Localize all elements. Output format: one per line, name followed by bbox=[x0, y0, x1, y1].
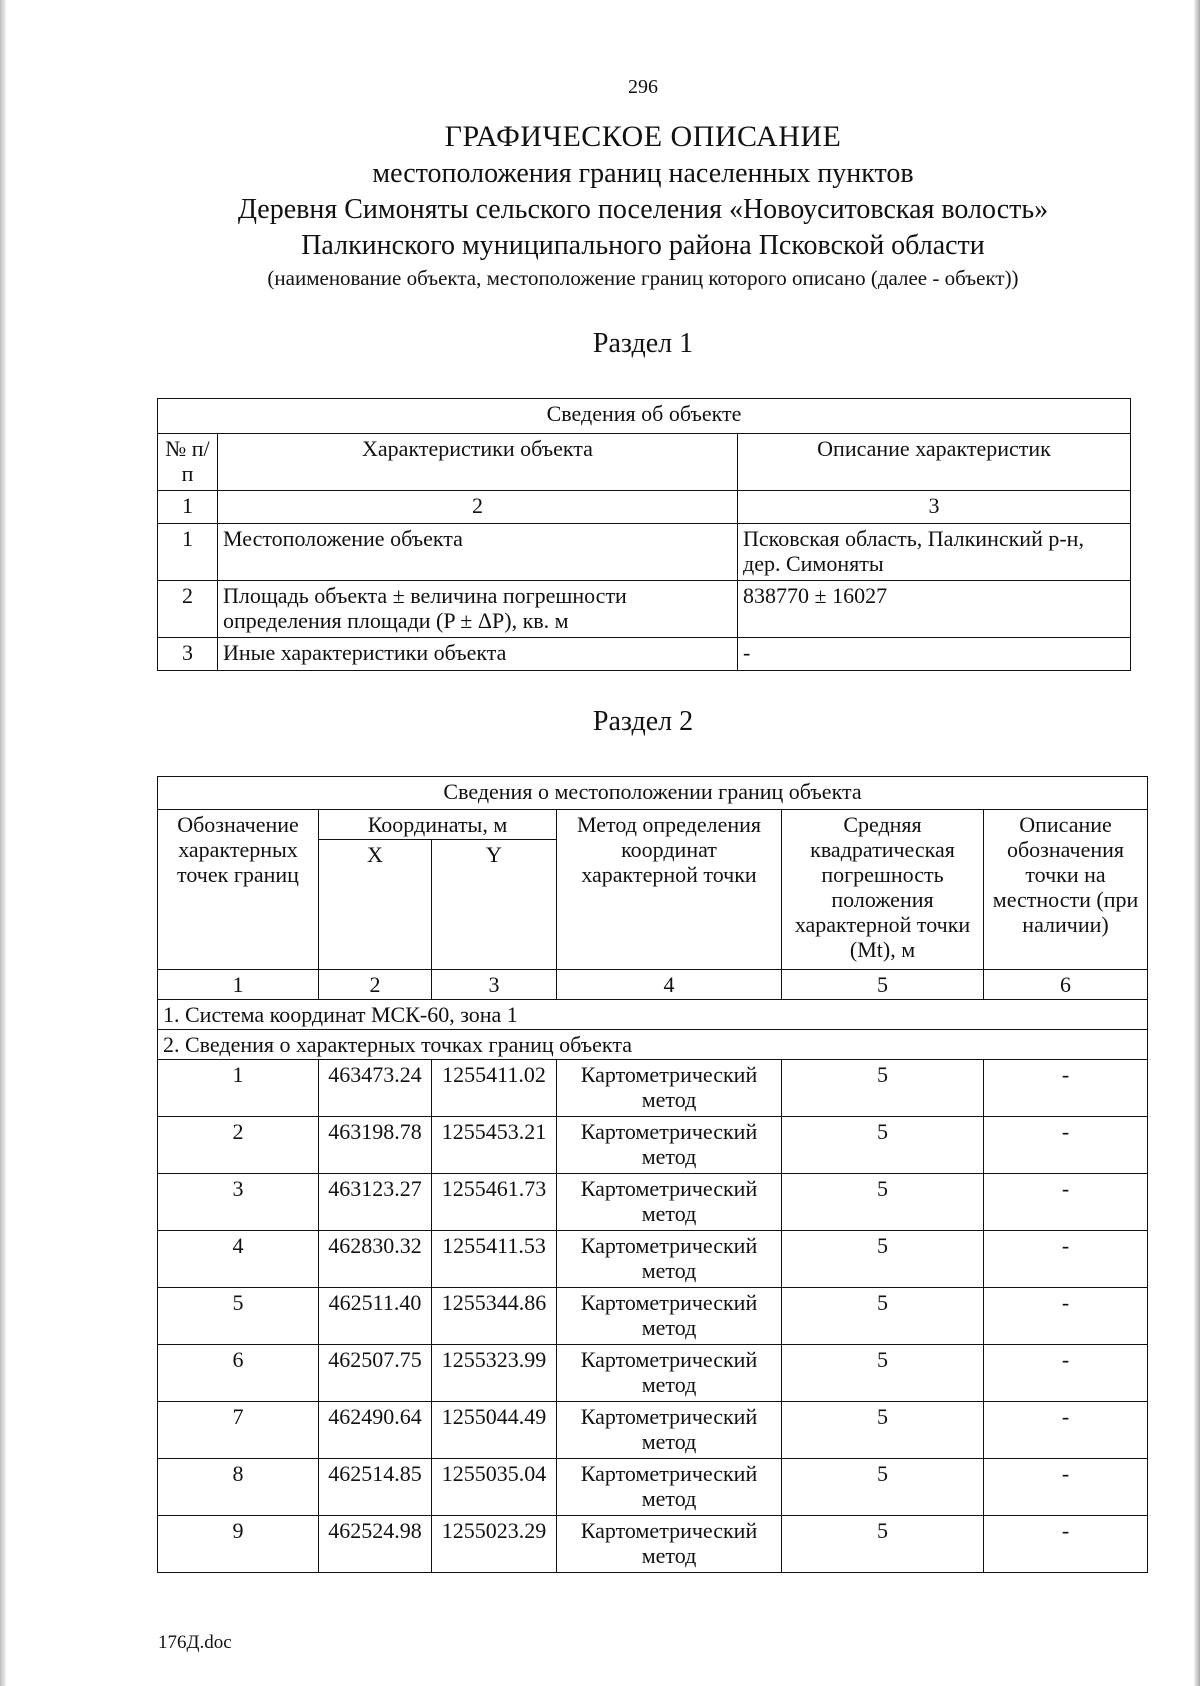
table-row bbox=[158, 524, 1131, 581]
table-row bbox=[158, 1459, 1148, 1516]
row-number: 2 bbox=[158, 581, 218, 638]
table-row bbox=[158, 638, 1131, 671]
point-method: Картометрический метод bbox=[557, 1288, 782, 1345]
document-title: ГРАФИЧЕСКОЕ ОПИСАНИЕ bbox=[444, 120, 842, 153]
point-x: 462830.32 bbox=[319, 1231, 432, 1288]
point-y: 1255461.73 bbox=[432, 1174, 557, 1231]
point-method: Картометрический метод bbox=[557, 1174, 782, 1231]
row-value: Псковская область, Палкинский р-н, дер. Симоняты bbox=[738, 524, 1131, 581]
point-error: 5 bbox=[782, 1288, 984, 1345]
point-number: 5 bbox=[158, 1288, 319, 1345]
header-method: Метод определения координат характерной точки bbox=[557, 810, 782, 970]
point-description: - bbox=[984, 1174, 1148, 1231]
point-method: Картометрический метод bbox=[557, 1402, 782, 1459]
row-value: - bbox=[738, 638, 1131, 671]
table-row bbox=[158, 1402, 1148, 1459]
header-error: Средняя квадратическая погрешность положения характерной точки (Mt), м bbox=[782, 810, 984, 970]
row-value: 838770 ± 16027 bbox=[738, 581, 1131, 638]
point-x: 462507.75 bbox=[319, 1345, 432, 1402]
point-x: 462524.98 bbox=[319, 1516, 432, 1573]
table-row bbox=[158, 1516, 1148, 1573]
column-number: 4 bbox=[557, 970, 782, 1000]
point-error: 5 bbox=[782, 1345, 984, 1402]
point-x: 462514.85 bbox=[319, 1459, 432, 1516]
point-number: 4 bbox=[158, 1231, 319, 1288]
footer-filename: 176Д.doc bbox=[158, 1632, 232, 1653]
title-block bbox=[0, 118, 1200, 292]
header-coordinates: Координаты, м bbox=[319, 810, 557, 840]
point-error: 5 bbox=[782, 1060, 984, 1117]
point-description: - bbox=[984, 1402, 1148, 1459]
point-error: 5 bbox=[782, 1117, 984, 1174]
point-y: 1255411.02 bbox=[432, 1060, 557, 1117]
point-number: 6 bbox=[158, 1345, 319, 1402]
point-y: 1255044.49 bbox=[432, 1402, 557, 1459]
point-number: 1 bbox=[158, 1060, 319, 1117]
point-description: - bbox=[984, 1516, 1148, 1573]
object-info-caption: Сведения об объекте bbox=[158, 399, 1131, 434]
point-error: 5 bbox=[782, 1516, 984, 1573]
subtitle-line-2: Деревня Симоняты сельского поселения «Новоуситовская волость» bbox=[237, 194, 1049, 225]
point-y: 1255023.29 bbox=[432, 1516, 557, 1573]
header-point: Обозначение характерных точек границ bbox=[158, 810, 319, 970]
point-description: - bbox=[984, 1288, 1148, 1345]
row-characteristic: Иные характеристики объекта bbox=[218, 638, 738, 671]
point-method: Картометрический метод bbox=[557, 1345, 782, 1402]
row-number: 1 bbox=[158, 524, 218, 581]
column-number: 2 bbox=[218, 491, 738, 524]
coordinate-system-row: 1. Система координат МСК-60, зона 1 bbox=[158, 1000, 1148, 1030]
point-description: - bbox=[984, 1117, 1148, 1174]
point-y: 1255453.21 bbox=[432, 1117, 557, 1174]
point-error: 5 bbox=[782, 1402, 984, 1459]
point-error: 5 bbox=[782, 1174, 984, 1231]
subtitle-note: (наименование объекта, местоположение границ которого описано (далее - объект)) bbox=[267, 266, 1019, 290]
point-error: 5 bbox=[782, 1231, 984, 1288]
point-y: 1255411.53 bbox=[432, 1231, 557, 1288]
header-x: X bbox=[319, 840, 432, 970]
point-description: - bbox=[984, 1231, 1148, 1288]
table-row bbox=[158, 1174, 1148, 1231]
point-y: 1255323.99 bbox=[432, 1345, 557, 1402]
table-row bbox=[158, 1345, 1148, 1402]
point-description: - bbox=[984, 1345, 1148, 1402]
point-method: Картометрический метод bbox=[557, 1231, 782, 1288]
point-number: 9 bbox=[158, 1516, 319, 1573]
row-characteristic: Площадь объекта ± величина погрешности определения площади (P ± ΔP), кв. м bbox=[218, 581, 738, 638]
header-point-description: Описание обозначения точки на местности (при наличии) bbox=[984, 810, 1148, 970]
column-number: 3 bbox=[432, 970, 557, 1000]
subtitle-line-3: Палкинского муниципального района Псковской области bbox=[301, 230, 985, 261]
point-number: 7 bbox=[158, 1402, 319, 1459]
point-description: - bbox=[984, 1459, 1148, 1516]
point-method: Картометрический метод bbox=[557, 1117, 782, 1174]
point-description: - bbox=[984, 1060, 1148, 1117]
point-number: 2 bbox=[158, 1117, 319, 1174]
header-description: Описание характеристик bbox=[738, 434, 1131, 491]
point-method: Картометрический метод bbox=[557, 1459, 782, 1516]
boundary-caption: Сведения о местоположении границ объекта bbox=[158, 777, 1148, 810]
subtitle-line-1: местоположения границ населенных пунктов bbox=[372, 158, 914, 189]
table-row bbox=[158, 1231, 1148, 1288]
table-row bbox=[158, 1060, 1148, 1117]
column-number: 2 bbox=[319, 970, 432, 1000]
point-y: 1255344.86 bbox=[432, 1288, 557, 1345]
object-info-table bbox=[157, 398, 1131, 671]
header-y: Y bbox=[432, 840, 557, 970]
point-method: Картометрический метод bbox=[557, 1516, 782, 1573]
column-number: 1 bbox=[158, 491, 218, 524]
header-characteristic: Характеристики объекта bbox=[218, 434, 738, 491]
column-number: 1 bbox=[158, 970, 319, 1000]
point-method: Картометрический метод bbox=[557, 1060, 782, 1117]
point-x: 462511.40 bbox=[319, 1288, 432, 1345]
section-1-heading: Раздел 1 bbox=[592, 328, 694, 359]
points-header-row: 2. Сведения о характерных точках границ объекта bbox=[158, 1030, 1148, 1060]
point-x: 462490.64 bbox=[319, 1402, 432, 1459]
point-x: 463473.24 bbox=[319, 1060, 432, 1117]
point-x: 463123.27 bbox=[319, 1174, 432, 1231]
row-characteristic: Местоположение объекта bbox=[218, 524, 738, 581]
table-row bbox=[158, 1117, 1148, 1174]
point-y: 1255035.04 bbox=[432, 1459, 557, 1516]
point-x: 463198.78 bbox=[319, 1117, 432, 1174]
column-number: 6 bbox=[984, 970, 1148, 1000]
point-number: 8 bbox=[158, 1459, 319, 1516]
point-number: 3 bbox=[158, 1174, 319, 1231]
table-row bbox=[158, 1288, 1148, 1345]
column-number: 3 bbox=[738, 491, 1131, 524]
page-number: 296 bbox=[628, 76, 658, 98]
section-2-heading: Раздел 2 bbox=[592, 706, 694, 737]
boundary-points-table bbox=[157, 776, 1148, 1573]
row-number: 3 bbox=[158, 638, 218, 671]
header-number: № п/п bbox=[158, 434, 218, 491]
table-row bbox=[158, 581, 1131, 638]
point-error: 5 bbox=[782, 1459, 984, 1516]
column-number: 5 bbox=[782, 970, 984, 1000]
